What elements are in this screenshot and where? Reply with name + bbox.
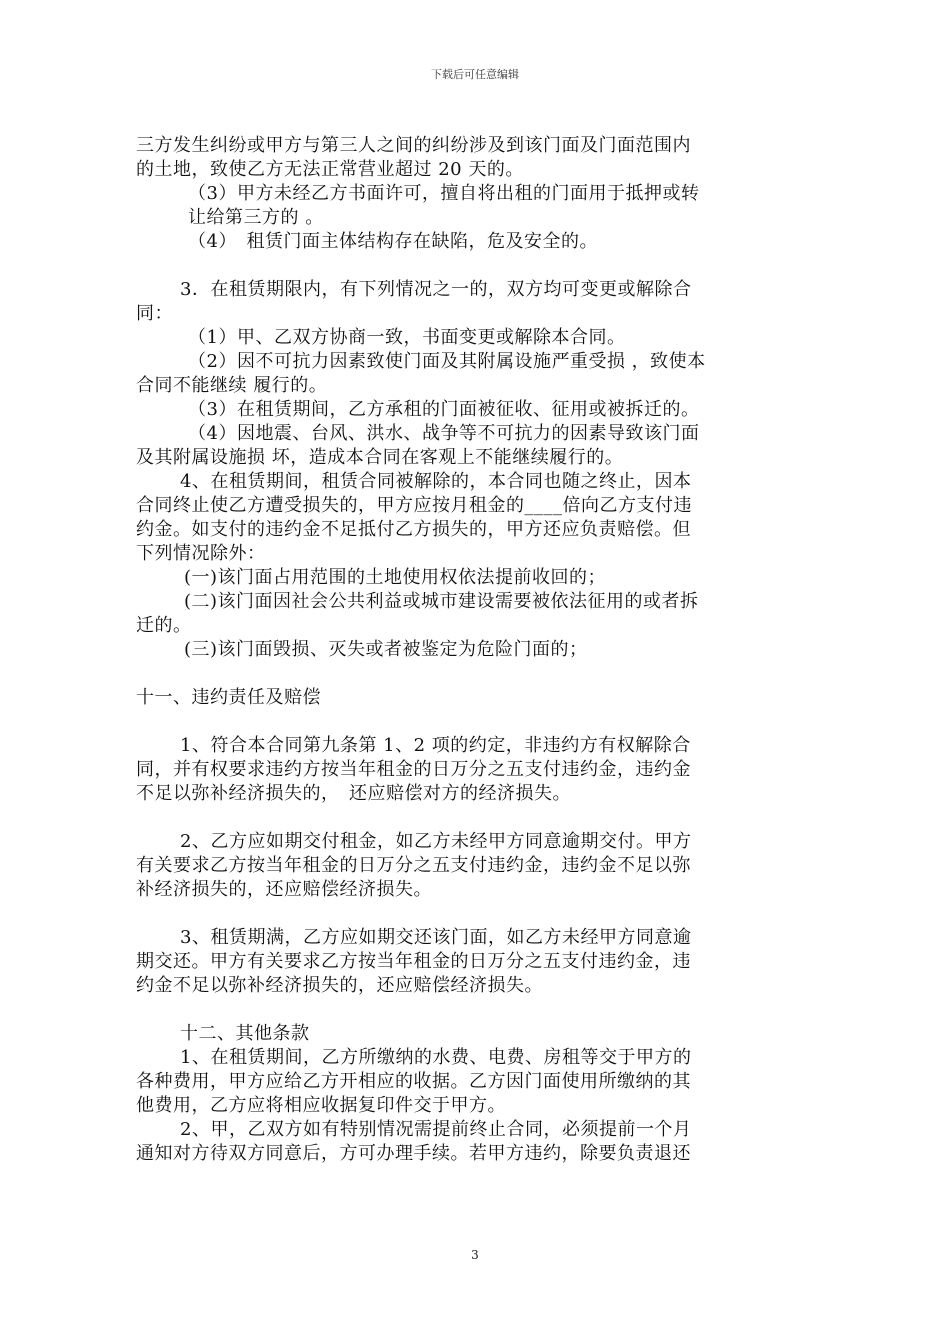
- text-line: （2）因不可抗力因素致使门面及其附属设施严重受损 ，致使本: [188, 351, 706, 372]
- blank-line: [136, 662, 816, 686]
- blank-line: [136, 902, 816, 926]
- text-line: （1）甲、乙双方协商一致，书面变更或解除本合同。: [188, 327, 626, 348]
- text-line: (二)该门面因社会公共利益或城市建设需要被依法征用的或者拆: [184, 591, 699, 612]
- text-line: 期交还。甲方有关要求乙方按当年租金的日万分之五支付违约金，违: [136, 951, 691, 972]
- text-line: 补经济损失的，还应赔偿经济损失。: [136, 879, 432, 900]
- text-line: 2、乙方应如期交付租金，如乙方未经甲方同意逾期交付。甲方: [180, 831, 692, 852]
- blank-line: [136, 806, 816, 830]
- text-line: 约金不足以弥补经济损失的，还应赔偿经济损失。: [136, 975, 543, 996]
- text-line: 通知对方待双方同意后，方可办理手续。若甲方违约，除要负责退还: [136, 1143, 691, 1164]
- text-line: (三)该门面毁损、灭失或者被鉴定为危险门面的；: [184, 639, 588, 660]
- text-line: 下列情况除外：: [136, 543, 266, 564]
- text-line: 的土地，致使乙方无法正常营业超过 20 天的。: [136, 159, 524, 180]
- text-line: 有关要求乙方按当年租金的日万分之五支付违约金，违约金不足以弥: [136, 855, 691, 876]
- text-line: 迁的。: [136, 615, 192, 636]
- document-body: [136, 134, 816, 1166]
- blank-line: [136, 998, 816, 1022]
- text-line: 十一、违约责任及赔偿: [136, 687, 321, 708]
- text-line: 3．在租赁期限内，有下列情况之一的，双方均可变更或解除合: [180, 279, 692, 300]
- blank-line: [136, 254, 816, 278]
- text-line: 4、在租赁期间，租赁合同被解除的，本合同也随之终止，因本: [180, 471, 692, 492]
- text-line: (一)该门面占用范围的土地使用权依法提前收回的；: [184, 567, 607, 588]
- text-line: （3）在租赁期间，乙方承租的门面被征收、征用或被拆迁的。: [188, 399, 700, 420]
- text-line: 同：: [136, 303, 173, 324]
- text-line: 他费用，乙方应将相应收据复印件交于甲方。: [136, 1095, 506, 1116]
- text-line: 2、甲，乙双方如有特别情况需提前终止合同，必须提前一个月: [180, 1119, 692, 1140]
- text-line: （4） 租赁门面主体结构存在缺陷，危及安全的。: [188, 231, 598, 252]
- page-header: 下载后可任意编辑: [431, 68, 519, 81]
- text-line: 三方发生纠纷或甲方与第三人之间的纠纷涉及到该门面及门面范围内: [136, 135, 691, 156]
- text-line: 同，并有权要求违约方按当年租金的日万分之五支付违约金，违约金: [136, 759, 691, 780]
- text-line: 十二、其他条款: [180, 1023, 310, 1044]
- text-line: （4）因地震、台风、洪水、战争等不可抗力的因素导致该门面: [188, 423, 700, 444]
- text-line: 让给第三方的 。: [188, 207, 324, 228]
- text-line: 不足以弥补经济损失的， 还应赔偿对方的经济损失。: [136, 783, 571, 804]
- text-line: （3）甲方未经乙方书面许可，擅自将出租的门面用于抵押或转: [188, 183, 700, 204]
- text-line: 各种费用，甲方应给乙方开相应的收据。乙方因门面使用所缴纳的其: [136, 1071, 691, 1092]
- text-line: 合同不能继续 履行的。: [136, 375, 328, 396]
- text-line: 3、租赁期满，乙方应如期交还该门面，如乙方未经甲方同意逾: [180, 927, 692, 948]
- page-number: 3: [471, 1248, 479, 1262]
- text-line: 1、符合本合同第九条第 1、2 项的约定，非违约方有权解除合: [180, 735, 691, 756]
- blank-line: [136, 710, 816, 734]
- text-line: 约金。如支付的违约金不足抵付乙方损失的，甲方还应负责赔偿。但: [136, 519, 691, 540]
- text-line: 及其附属设施损 坏，造成本合同在客观上不能继续履行的。: [136, 447, 624, 468]
- text-line: 合同终止使乙方遭受损失的，甲方应按月租金的____倍向乙方支付违: [136, 495, 692, 516]
- text-line: 1、在租赁期间，乙方所缴纳的水费、电费、房租等交于甲方的: [180, 1047, 692, 1068]
